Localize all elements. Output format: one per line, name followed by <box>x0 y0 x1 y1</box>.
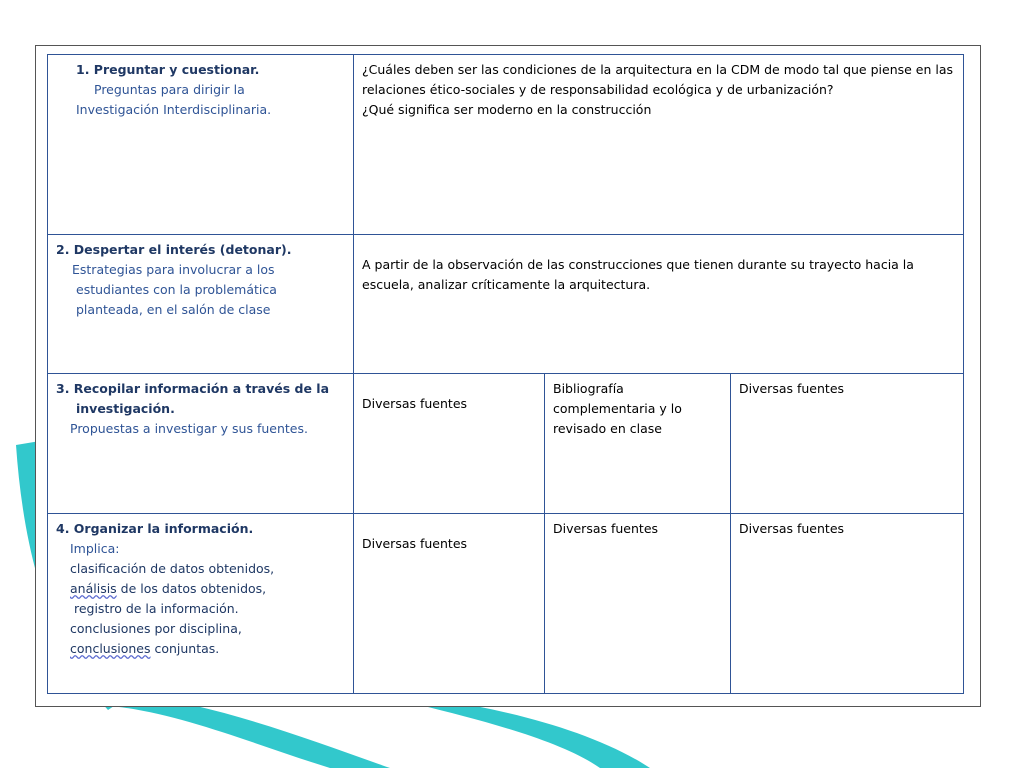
table-row <box>48 235 964 374</box>
content-cell <box>354 55 964 235</box>
step-description: Propuestas a investigar y sus fuentes. <box>70 421 308 436</box>
source-text: Diversas fuentes <box>362 536 468 551</box>
source-cell <box>354 374 545 514</box>
list-item: clasificación de datos obtenidos, <box>70 561 275 576</box>
step-cell <box>48 514 354 694</box>
step-description: planteada, en el salón de clase <box>76 302 271 317</box>
document-page <box>35 45 981 707</box>
list-item-text: conjuntas. <box>150 641 220 656</box>
content-paragraph: A partir de la observación de las construcciones que tienen durante su trayecto hacia la escuela, analizar críticamente la arquitectura. <box>362 257 914 292</box>
list-item <box>56 579 345 599</box>
step-heading: 2. Despertar el interés (detonar). <box>56 242 292 257</box>
step-cell <box>48 55 354 235</box>
step-heading: 1. Preguntar y cuestionar. <box>76 62 260 77</box>
source-text: Diversas fuentes <box>739 381 845 396</box>
source-text: Diversas fuentes <box>553 521 659 536</box>
source-text: Bibliografía complementaria y lo revisado en clase <box>553 381 682 436</box>
source-text: Diversas fuentes <box>739 521 845 536</box>
step-cell <box>48 235 354 374</box>
project-table <box>47 54 964 694</box>
spellcheck-word: análisis <box>70 581 117 596</box>
content-paragraph: ¿Cuáles deben ser las condiciones de la arquitectura en la CDM de modo tal que piense en las relaciones ético-sociales y de responsabilidad ecológica y de urbanización? <box>362 62 954 97</box>
step-description: Estrategias para involucrar a los <box>72 262 275 277</box>
content-cell <box>354 235 964 374</box>
step-heading: 4. Organizar la información. <box>56 521 254 536</box>
teal-swoosh-bottom-right <box>420 700 650 768</box>
step-description: Investigación Interdisciplinaria. <box>76 102 272 117</box>
source-cell <box>545 374 731 514</box>
table-row <box>48 55 964 235</box>
step-heading: 3. Recopilar información a través de la <box>56 381 330 396</box>
source-cell <box>731 514 964 694</box>
step-description: estudiantes con la problemática <box>76 282 277 297</box>
step-description: Implica: <box>70 541 120 556</box>
table-row <box>48 514 964 694</box>
list-item: conclusiones por disciplina, <box>70 621 242 636</box>
source-cell <box>354 514 545 694</box>
list-item-text: de los datos obtenidos, <box>116 581 267 596</box>
list-item: registro de la información. <box>70 601 239 616</box>
table-row <box>48 374 964 514</box>
source-text: Diversas fuentes <box>362 396 468 411</box>
step-description: Preguntas para dirigir la <box>94 82 245 97</box>
source-cell <box>545 514 731 694</box>
content-paragraph: ¿Qué significa ser moderno en la construcción <box>362 102 652 117</box>
step-cell <box>48 374 354 514</box>
list-item <box>56 639 345 659</box>
source-cell <box>731 374 964 514</box>
step-heading: investigación. <box>76 401 175 416</box>
spellcheck-word: conclusiones <box>70 641 151 656</box>
